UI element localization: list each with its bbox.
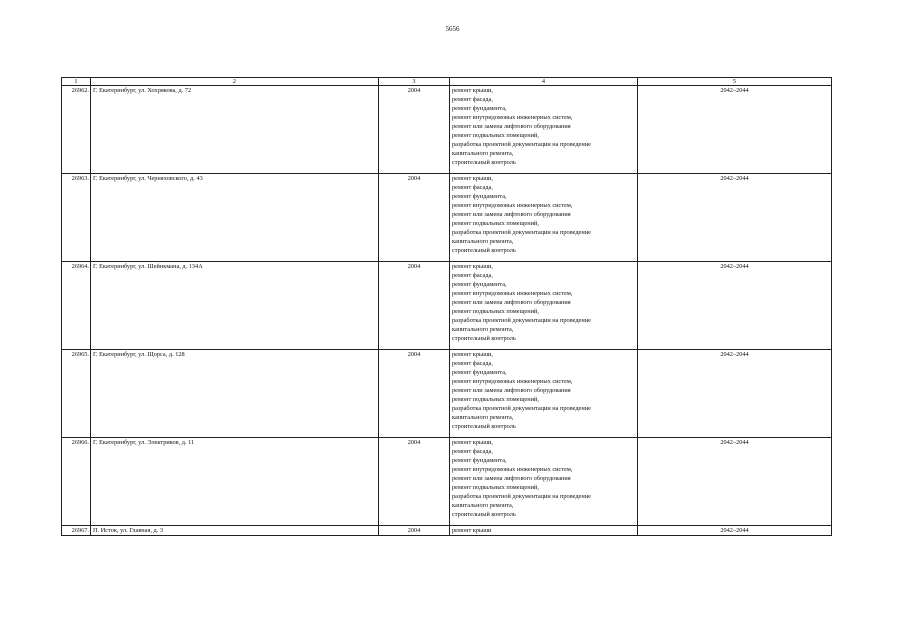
work-item: строительный контроль	[452, 335, 516, 342]
work-item: ремонт фасада,	[452, 272, 493, 279]
row-number: 26962.	[62, 86, 91, 174]
work-item: ремонт фундамента,	[452, 105, 507, 112]
row-number: 26963.	[62, 174, 91, 262]
work-item: капитального ремонта,	[452, 502, 514, 509]
work-item: капитального ремонта,	[452, 414, 514, 421]
address-cell: Г. Екатеринбург, ул. Хохрякова, д. 72	[91, 86, 379, 174]
work-item: капитального ремонта,	[452, 326, 514, 333]
column-header-number: 1	[62, 78, 91, 86]
work-item: ремонт внутридомовых инженерных систем,	[452, 290, 573, 297]
work-item: строительный контроль	[452, 159, 516, 166]
table-row	[62, 174, 832, 262]
page-number: 5656	[445, 25, 460, 33]
year-cell: 2004	[379, 438, 450, 526]
work-item: ремонт или замена лифтового оборудования	[452, 387, 571, 394]
work-item: ремонт подвальных помещений,	[452, 132, 539, 139]
row-number: 26966.	[62, 438, 91, 526]
column-header-address: 2	[91, 78, 379, 86]
work-item: ремонт фасада,	[452, 448, 493, 455]
year-cell: 2004	[379, 350, 450, 438]
work-item: ремонт фундамента,	[452, 369, 507, 376]
work-item: ремонт внутридомовых инженерных систем,	[452, 466, 573, 473]
capital-repair-table	[61, 77, 832, 536]
work-item: ремонт или замена лифтового оборудования	[452, 123, 571, 130]
table-row	[62, 526, 832, 536]
work-item: ремонт внутридомовых инженерных систем,	[452, 202, 573, 209]
period-cell: 2042–2044	[638, 438, 832, 526]
table-body	[62, 86, 832, 536]
works-cell	[450, 438, 638, 526]
table-row	[62, 350, 832, 438]
work-item: ремонт внутридомовых инженерных систем,	[452, 114, 573, 121]
column-header-year: 3	[379, 78, 450, 86]
work-item: ремонт или замена лифтового оборудования	[452, 299, 571, 306]
works-cell	[450, 526, 638, 536]
work-item: ремонт фундамента,	[452, 457, 507, 464]
address-cell: Г. Екатеринбург, ул. Черняховского, д. 43	[91, 174, 379, 262]
year-cell: 2004	[379, 86, 450, 174]
work-item: ремонт крыши,	[452, 351, 494, 358]
header-row	[62, 78, 832, 86]
work-item: ремонт фундамента,	[452, 193, 507, 200]
table-row	[62, 438, 832, 526]
period-cell: 2042–2044	[638, 174, 832, 262]
address-cell: П. Исток, ул. Главная, д. 3	[91, 526, 379, 536]
period-cell: 2042–2044	[638, 350, 832, 438]
period-cell: 2042–2044	[638, 86, 832, 174]
work-item: ремонт подвальных помещений,	[452, 308, 539, 315]
work-item: ремонт крыши,	[452, 263, 494, 270]
address-cell: Г. Екатеринбург, ул. Шейнкмана, д. 134А	[91, 262, 379, 350]
address-cell: Г. Екатеринбург, ул. Электриков, д. 11	[91, 438, 379, 526]
works-cell	[450, 262, 638, 350]
work-item: строительный контроль	[452, 511, 516, 518]
work-item: ремонт фасада,	[452, 184, 493, 191]
work-item: капитального ремонта,	[452, 150, 514, 157]
work-item: ремонт внутридомовых инженерных систем,	[452, 378, 573, 385]
work-item: ремонт или замена лифтового оборудования	[452, 211, 571, 218]
period-cell: 2042–2044	[638, 526, 832, 536]
works-cell	[450, 350, 638, 438]
work-item: капитального ремонта,	[452, 238, 514, 245]
year-cell: 2004	[379, 174, 450, 262]
work-item: ремонт фундамента,	[452, 281, 507, 288]
work-item: разработка проектной документации на проведение	[452, 229, 591, 236]
work-item: строительный контроль	[452, 423, 516, 430]
work-item: ремонт или замена лифтового оборудования	[452, 475, 571, 482]
work-item: разработка проектной документации на проведение	[452, 405, 591, 412]
work-item: разработка проектной документации на проведение	[452, 141, 591, 148]
work-item: ремонт подвальных помещений,	[452, 396, 539, 403]
work-item: ремонт фасада,	[452, 96, 493, 103]
work-item: ремонт крыши	[452, 527, 492, 534]
work-item: ремонт подвальных помещений,	[452, 484, 539, 491]
column-header-period: 5	[638, 78, 832, 86]
works-cell	[450, 174, 638, 262]
work-item: ремонт крыши,	[452, 175, 494, 182]
address-cell: Г. Екатеринбург, ул. Щорса, д. 128	[91, 350, 379, 438]
year-cell: 2004	[379, 262, 450, 350]
period-cell: 2042–2044	[638, 262, 832, 350]
column-header-works: 4	[450, 78, 638, 86]
row-number: 26964.	[62, 262, 91, 350]
works-cell	[450, 86, 638, 174]
work-item: ремонт крыши,	[452, 439, 494, 446]
year-cell: 2004	[379, 526, 450, 536]
table-header	[62, 78, 832, 86]
work-item: строительный контроль	[452, 247, 516, 254]
work-item: ремонт подвальных помещений,	[452, 220, 539, 227]
table-row	[62, 86, 832, 174]
work-item: разработка проектной документации на проведение	[452, 317, 591, 324]
row-number: 26967.	[62, 526, 91, 536]
work-item: ремонт фасада,	[452, 360, 493, 367]
row-number: 26965.	[62, 350, 91, 438]
work-item: разработка проектной документации на проведение	[452, 493, 591, 500]
work-item: ремонт крыши,	[452, 87, 494, 94]
table-row	[62, 262, 832, 350]
